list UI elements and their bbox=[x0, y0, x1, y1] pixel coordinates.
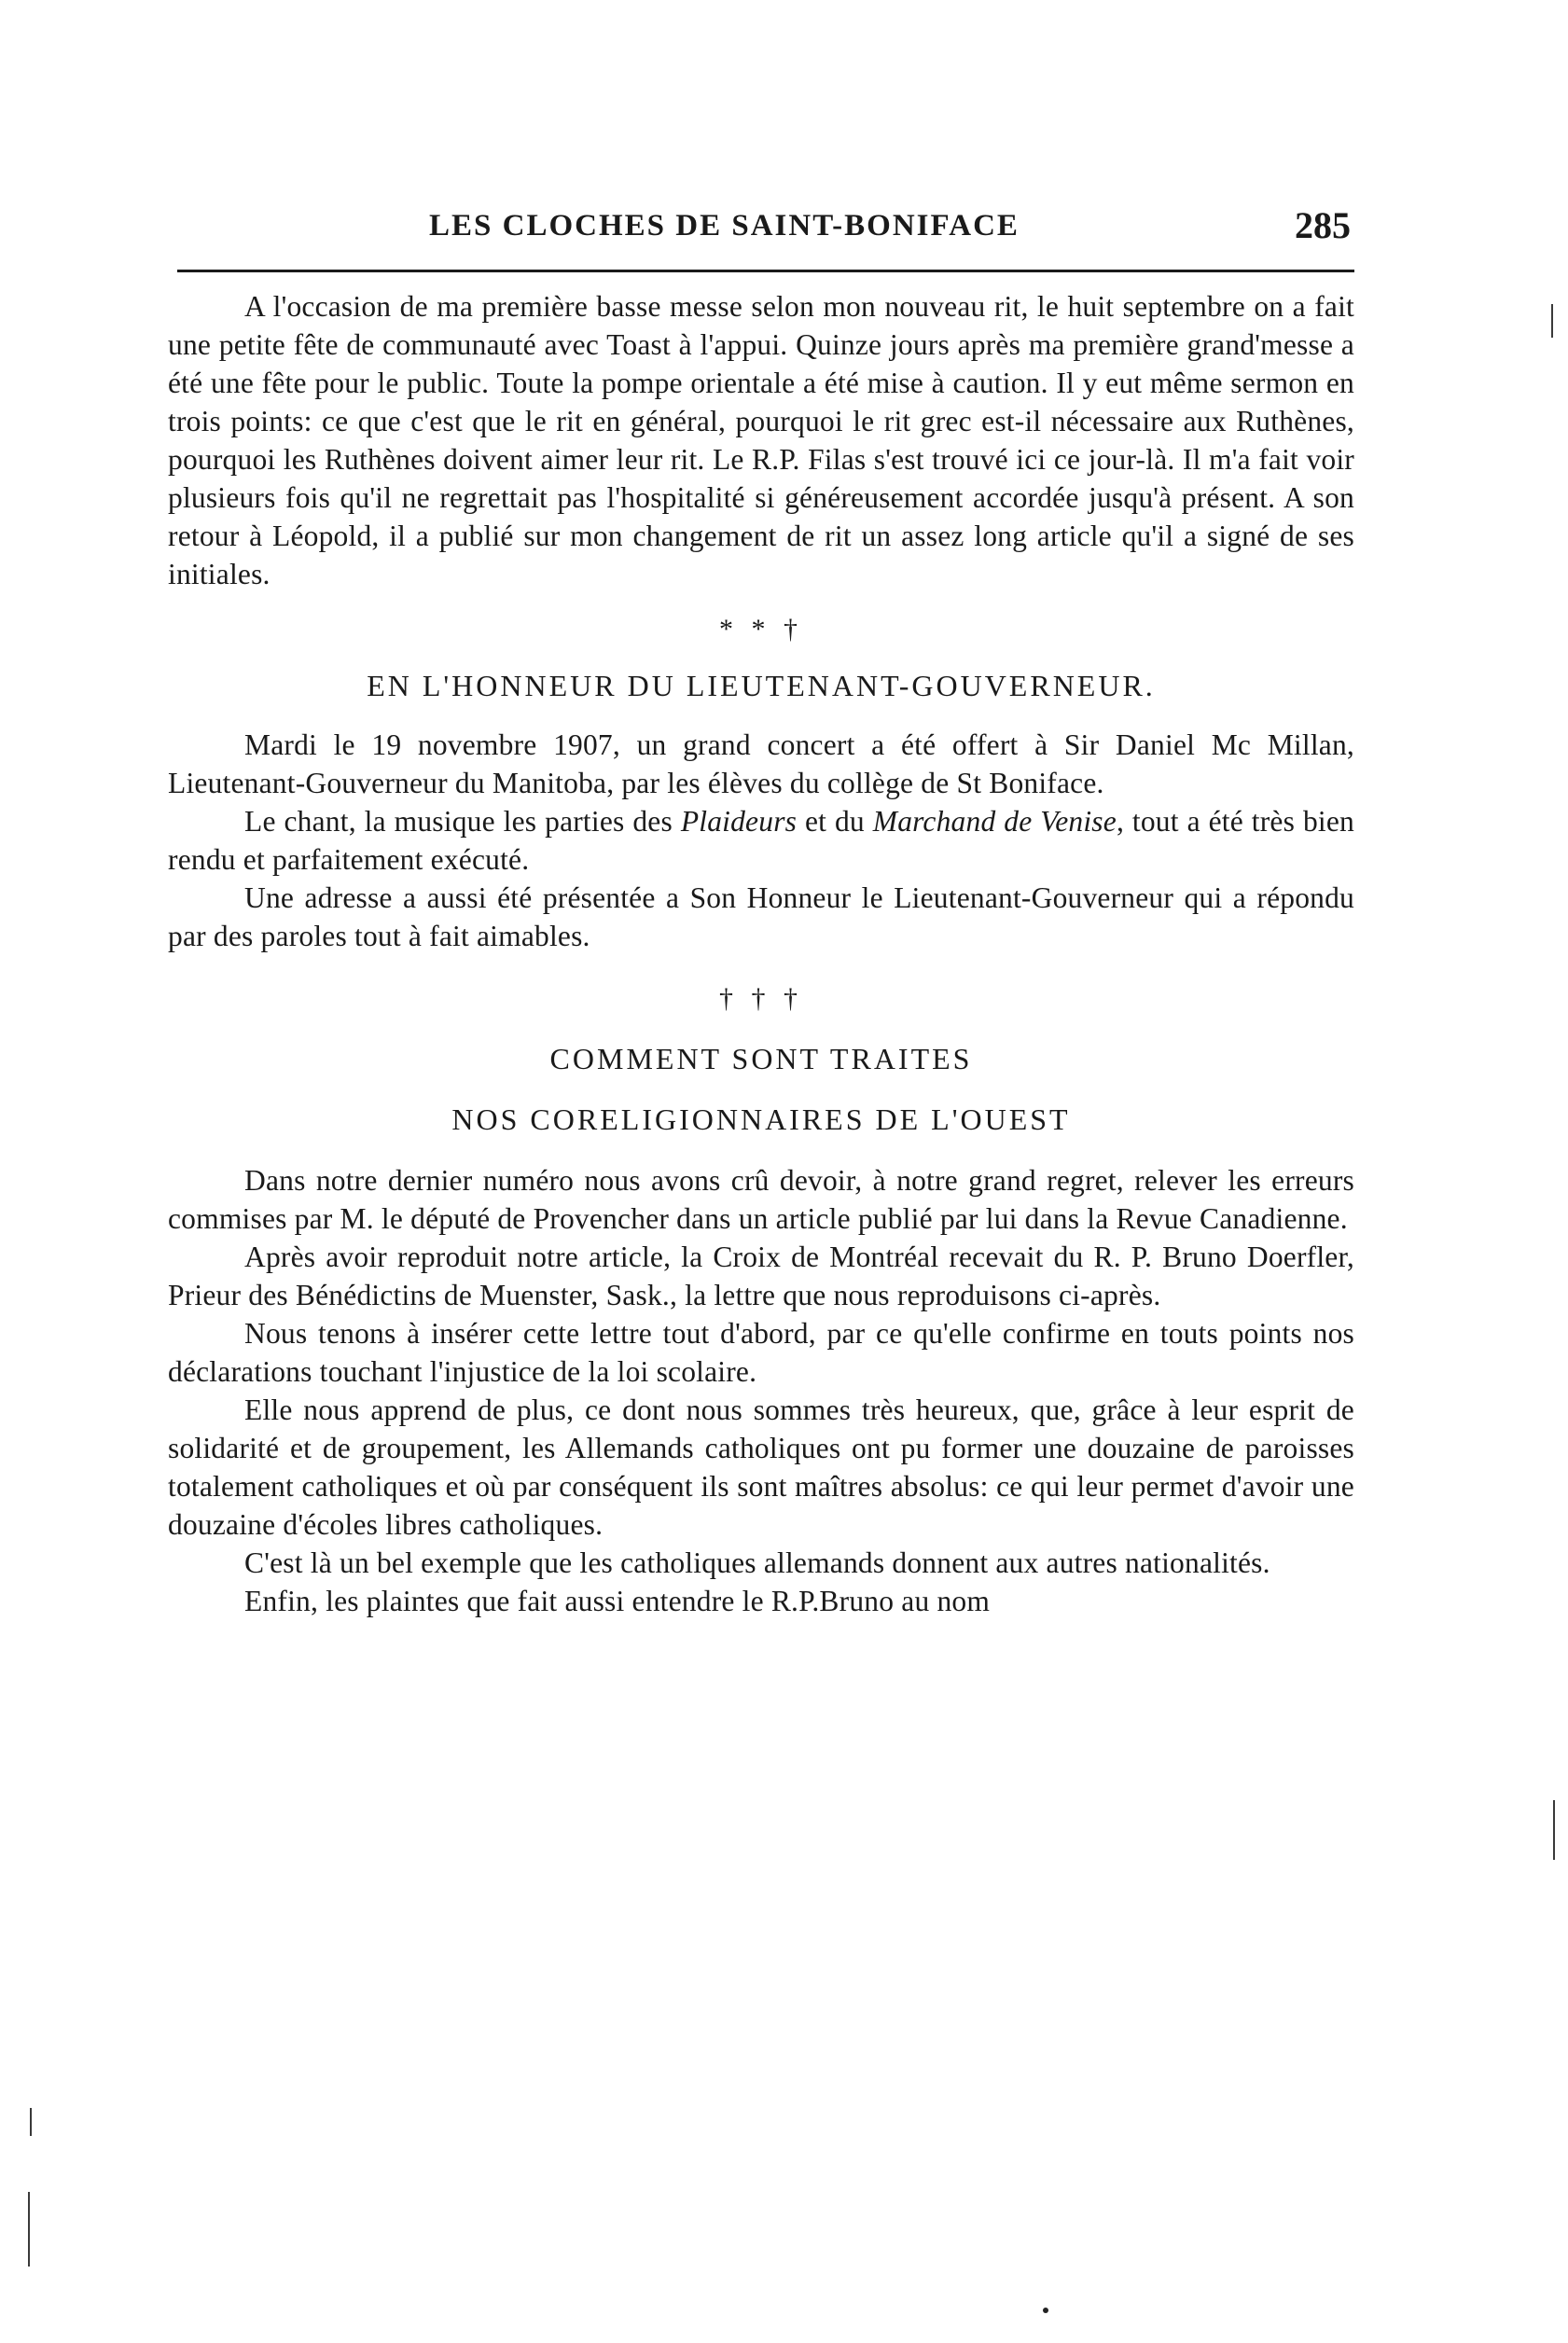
section-subheading: NOS CORELIGIONNAIRES DE L'OUEST bbox=[451, 1102, 1071, 1136]
paragraph-text: Le chant, la musique les parties des bbox=[244, 805, 681, 838]
paragraph: Dans notre dernier numéro nous avons crû devoir, à notre grand regret, relever les erreurs commises par M. le député de Provencher dans un article publié par lui dans la Revue Canadienne. bbox=[168, 1164, 1354, 1235]
paragraph: Mardi le 19 novembre 1907, un grand concert a été offert à Sir Daniel Mc Millan, Lieutenant-Gouverneur du Manitoba, par les élèves du collège de St Boniface. bbox=[168, 728, 1354, 799]
paragraph: C'est là un bel exemple que les catholiques allemands donnent aux autres nationalités. bbox=[244, 1546, 1270, 1579]
paragraph: Après avoir reproduit notre article, la Croix de Montréal recevait du R. P. Bruno Doerfler, Prieur des Bénédictins de Muenster, Sask., la lettre que nous reproduisons ci-après. bbox=[168, 1241, 1354, 1311]
paragraph-text: et du bbox=[797, 805, 873, 838]
scan-margin-mark bbox=[30, 2108, 32, 2136]
italic-title: Plaideurs bbox=[680, 805, 798, 838]
paragraph: A l'occasion de ma première basse messe selon mon nouveau rit, le huit septembre on a fait une petite fête de communauté avec Toast à l'appui. Quinze jours après ma première grand'messe a été une fête pour le public. Toute la pompe orientale a été mise à caution. Il y eut même sermon en trois points: ce que c'est que le rit en général, pourquoi le rit grec est-il nécessaire aux Ruthènes, pourquoi les Ruthènes doivent aimer leur rit. Le R.P. Filas s'est trouvé ici ce jour-là. Il m'a fait voir plusieurs fois qu'il ne regrettait pas l'hospitalité si généreusement accordée jusqu'à présent. A son retour à Léopold, il a publié sur mon changement de rit un assez long article qu'il a signé de ses initiales. bbox=[168, 290, 1354, 590]
paragraph: Une adresse a aussi été présentée a Son Honneur le Lieutenant-Gouverneur qui a répondu par des paroles tout à fait aimables. bbox=[168, 881, 1354, 952]
page-number: 285 bbox=[1295, 204, 1351, 246]
section-heading: EN L'HONNEUR DU LIEUTENANT-GOUVERNEUR. bbox=[367, 669, 1156, 702]
section-heading: COMMENT SONT TRAITES bbox=[549, 1042, 973, 1075]
section-ornament: * * † bbox=[719, 614, 803, 645]
italic-title: Marchand de Venise bbox=[872, 805, 1117, 838]
scan-margin-mark bbox=[1553, 1800, 1555, 1860]
page-header bbox=[177, 203, 1354, 250]
scan-speck bbox=[1043, 2308, 1048, 2313]
paragraph: Enfin, les plaintes que fait aussi entendre le R.P.Bruno au nom bbox=[244, 1585, 991, 1617]
header-rule bbox=[177, 270, 1354, 272]
paragraph: Nous tenons à insérer cette lettre tout d'abord, par ce qu'elle confirme en touts points nos déclarations touchant l'injustice de la loi scolaire. bbox=[168, 1317, 1354, 1388]
running-title: LES CLOCHES DE SAINT-BONIFACE bbox=[429, 209, 1020, 243]
page-body bbox=[168, 287, 1354, 1620]
paragraph-text: , tout a été très bien rendu et parfaitement exécuté. bbox=[168, 805, 1354, 876]
paragraph bbox=[168, 802, 1354, 879]
scan-margin-mark bbox=[1551, 304, 1553, 338]
section-ornament: † † † bbox=[719, 983, 803, 1014]
scan-margin-mark bbox=[28, 2192, 30, 2267]
paragraph: Elle nous apprend de plus, ce dont nous sommes très heureux, que, grâce à leur esprit de solidarité et de groupement, les Allemands catholiques ont pu former une douzaine de paroisses totalement catholiques et où par conséquent ils sont maîtres absolus: ce qui leur permet d'avoir une douzaine d'écoles libres catholiques. bbox=[168, 1393, 1354, 1541]
